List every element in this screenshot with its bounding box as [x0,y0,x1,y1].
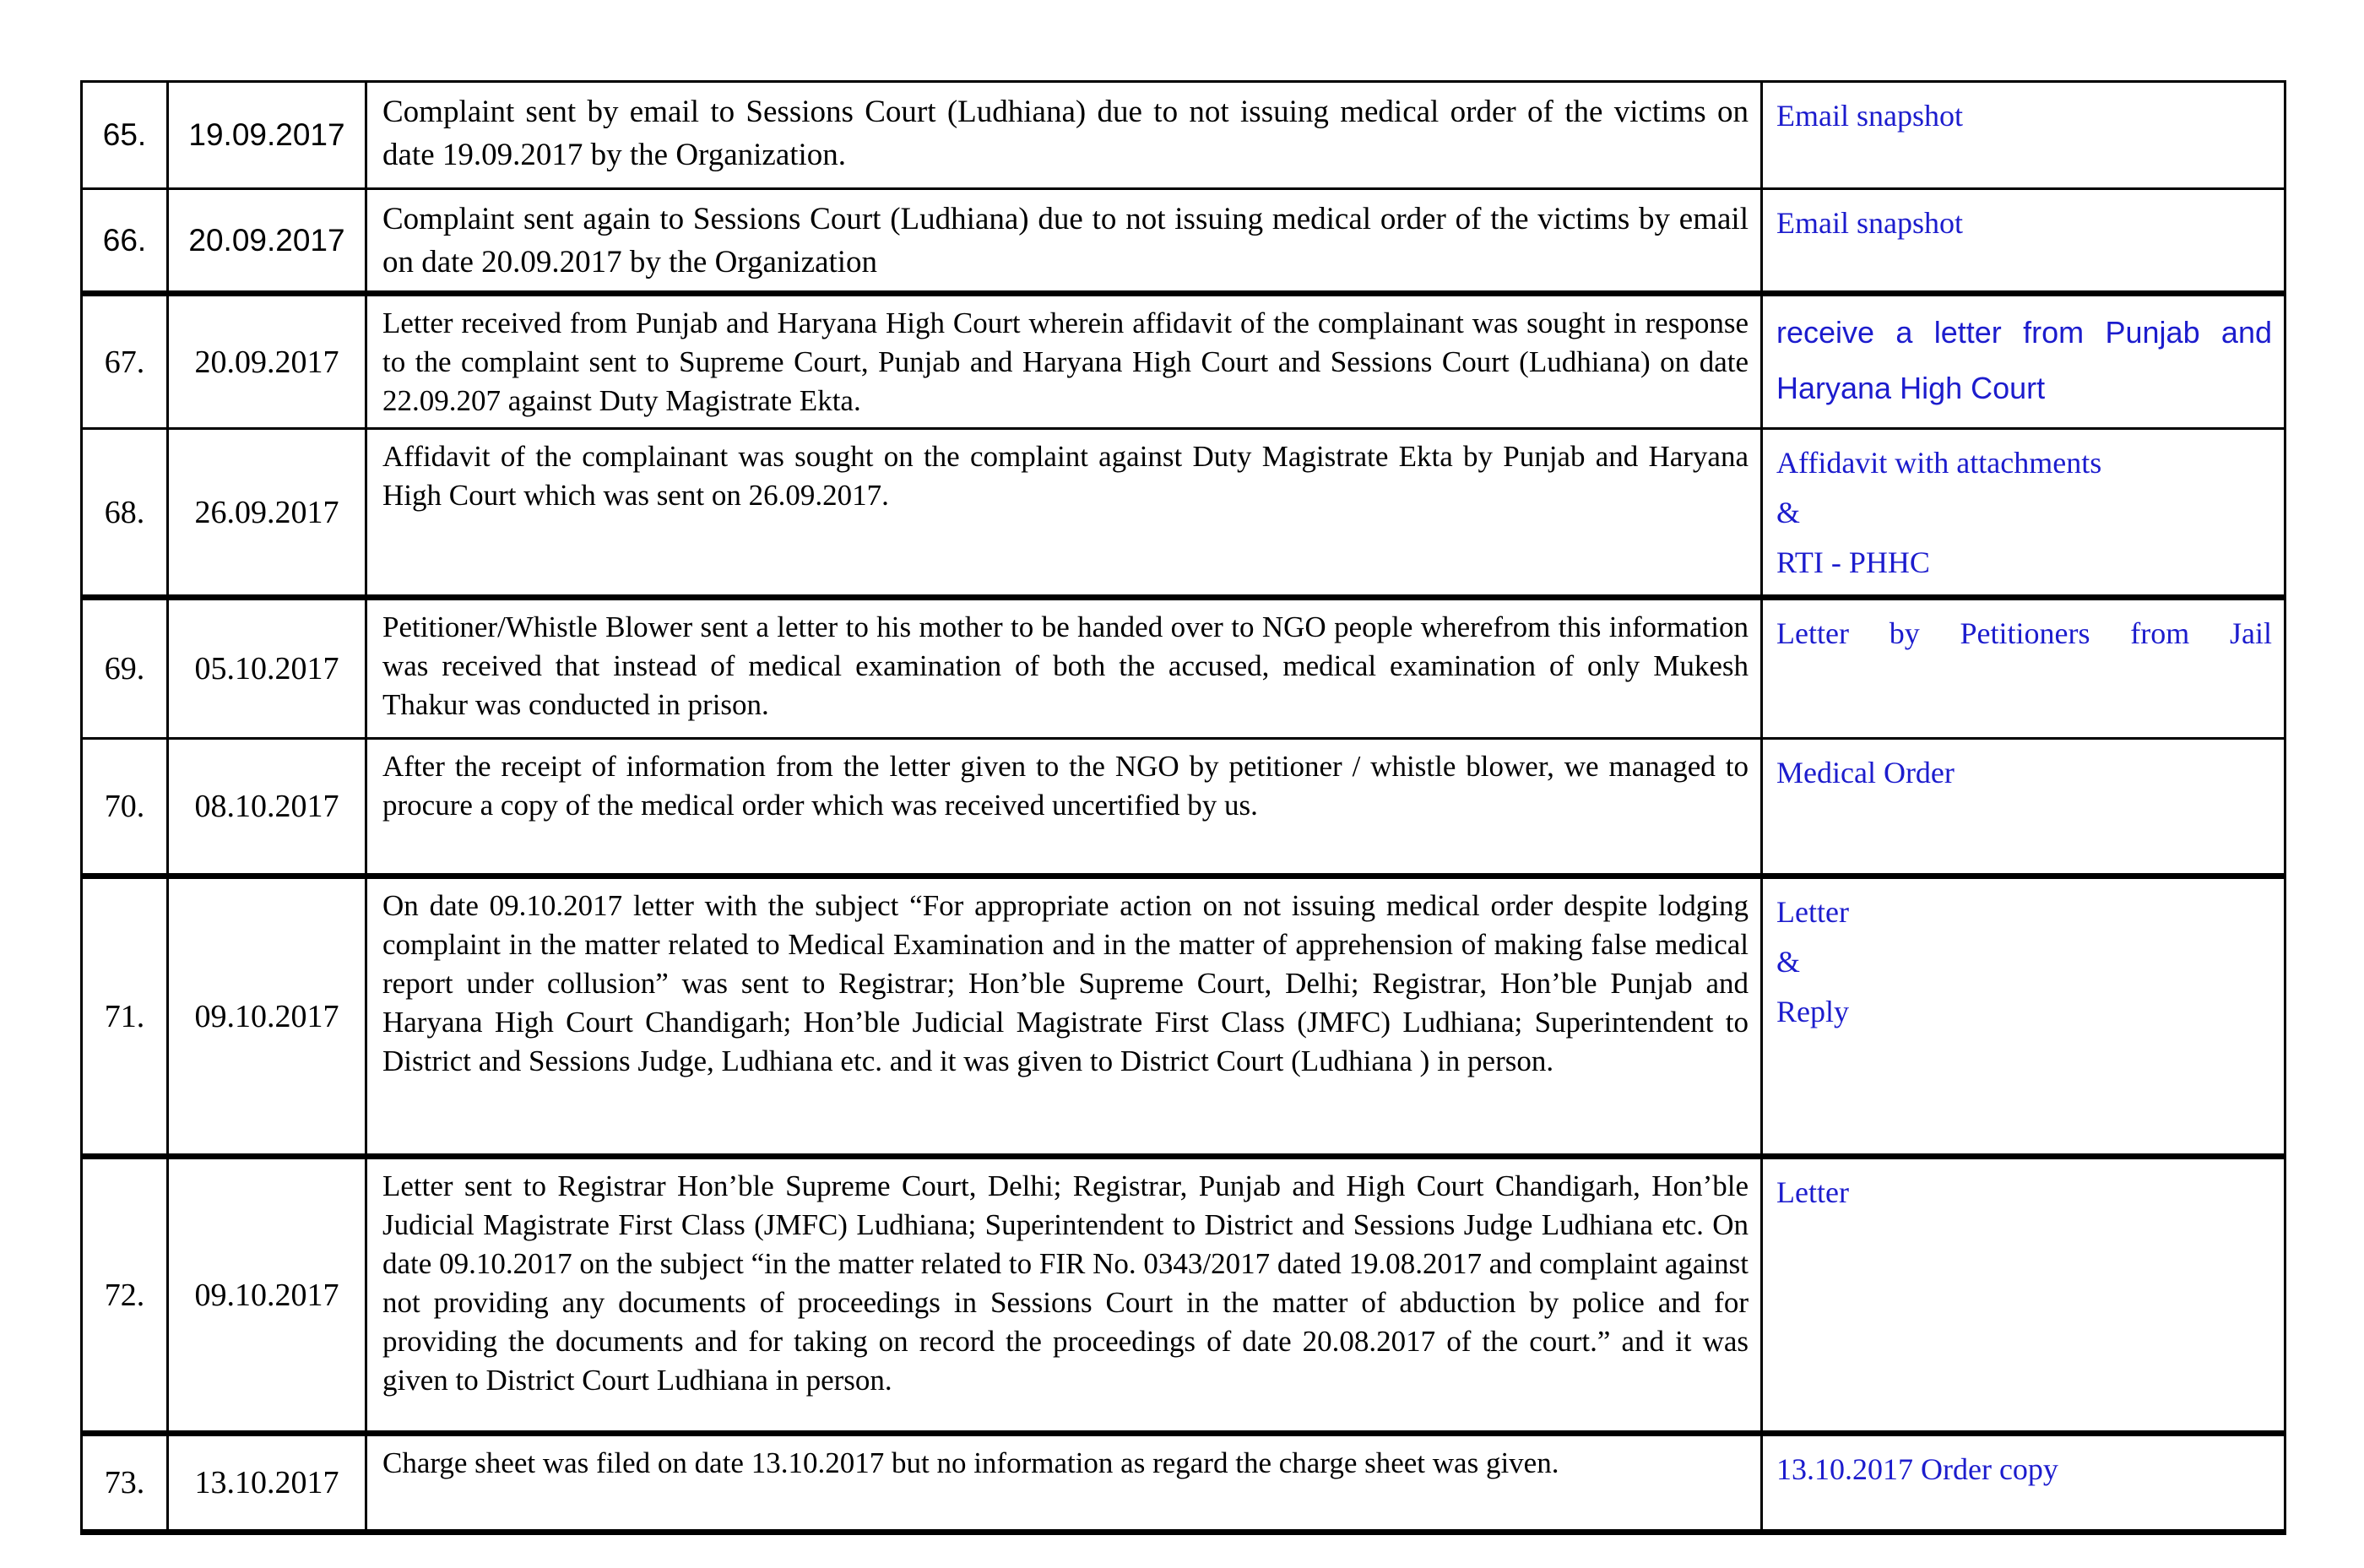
entry-description: Letter received from Punjab and Haryana High Court wherein affidavit of the complainant was sought in response to the complaint sent to Supreme Court, Punjab and Haryana High Court and Sessions Court (Ludhiana) on date 22.09.207 against Duty Magistrate Ekta. [366,294,1762,429]
attachment-link[interactable]: Affidavit with attachments [1776,446,2102,480]
attachment-link[interactable]: RTI - PHHC [1776,545,1930,579]
entry-date: 09.10.2017 [168,1157,366,1434]
entry-date: 05.10.2017 [168,598,366,739]
serial-number: 72. [82,1157,168,1434]
entry-date: 08.10.2017 [168,739,366,876]
attachment-links-cell [1762,294,2285,429]
attachment-links-cell [1762,739,2285,876]
entry-date: 20.09.2017 [168,189,366,294]
entry-description: Letter sent to Registrar Hon’ble Supreme Court, Delhi; Registrar, Punjab and High Court Chandigarh, Hon’ble Judicial Magistrate First Class (JMFC) Ludhiana; Superintendent to District and Sessions Judge Ludhiana etc. On date 09.10.2017 on the subject “in the matter related to FIR No. 0343/2017 dated 19.08.2017 and complaint against not providing any documents of proceedings in Sessions Court in the matter of abduction by police and for providing the documents and for taking on record the proceedings of date 20.08.2017 of the court.” and it was given to District Court Ludhiana in person. [366,1157,1762,1434]
serial-number: 69. [82,598,168,739]
entry-date: 19.09.2017 [168,82,366,189]
entry-description: On date 09.10.2017 letter with the subject “For appropriate action on not issuing medical order despite lodging complaint in the matter related to Medical Examination and in the matter of apprehension of making false medical report under collusion” was sent to Registrar; Hon’ble Supreme Court, Delhi; Registrar, Hon’ble Punjab and Haryana High Court Chandigarh; Hon’ble Judicial Magistrate First Class (JMFC) Ludhiana; Superintendent to District and Sessions Judge, Ludhiana etc. and it was given to District Court (Ludhiana ) in person. [366,876,1762,1157]
attachment-link[interactable]: 13.10.2017 Order copy [1776,1452,2058,1486]
entry-description: Complaint sent again to Sessions Court (Ludhiana) due to not issuing medical order of the victims by email on date 20.09.2017 by the Organization [366,189,1762,294]
entry-description: Complaint sent by email to Sessions Court (Ludhiana) due to not issuing medical order of the victims on date 19.09.2017 by the Organization. [366,82,1762,189]
entry-description: Affidavit of the complainant was sought on the complaint against Duty Magistrate Ekta by Punjab and Haryana High Court which was sent on 26.09.2017. [366,429,1762,598]
entry-date: 20.09.2017 [168,294,366,429]
serial-number: 73. [82,1434,168,1533]
table-row [82,876,2285,1157]
attachment-link[interactable]: & [1776,496,1801,529]
table-row [82,1157,2285,1434]
attachment-link[interactable]: & [1776,945,1801,979]
attachment-link[interactable]: Reply [1776,995,1849,1028]
attachment-links-cell [1762,429,2285,598]
attachment-link[interactable]: Letter [1776,1175,1849,1209]
serial-number: 71. [82,876,168,1157]
entry-description: Petitioner/Whistle Blower sent a letter to his mother to be handed over to NGO people wherefrom this information was received that instead of medical examination of both the accused, medical examination of only Mukesh Thakur was conducted in prison. [366,598,1762,739]
serial-number: 67. [82,294,168,429]
table-row [82,739,2285,876]
serial-number: 70. [82,739,168,876]
serial-number: 66. [82,189,168,294]
attachment-link[interactable]: Email snapshot [1776,206,1963,240]
table-row [82,189,2285,294]
serial-number: 68. [82,429,168,598]
table-row [82,429,2285,598]
attachment-links-cell [1762,1434,2285,1533]
table-row [82,598,2285,739]
case-timeline-rows [82,82,2285,1533]
case-timeline-table [80,80,2286,1535]
attachment-links-cell [1762,876,2285,1157]
entry-date: 13.10.2017 [168,1434,366,1533]
entry-description: Charge sheet was filed on date 13.10.2017 but no information as regard the charge sheet was given. [366,1434,1762,1533]
entry-description: After the receipt of information from the letter given to the NGO by petitioner / whistle blower, we managed to procure a copy of the medical order which was received uncertified by us. [366,739,1762,876]
attachment-link[interactable]: Letter by Petitioners from Jail [1776,616,2272,650]
attachment-link[interactable]: Email snapshot [1776,99,1963,133]
attachment-link[interactable]: Letter [1776,895,1849,929]
attachment-links-cell [1762,1157,2285,1434]
entry-date: 09.10.2017 [168,876,366,1157]
attachment-links-cell [1762,82,2285,189]
serial-number: 65. [82,82,168,189]
attachment-links-cell [1762,189,2285,294]
attachment-link[interactable]: receive a letter from Punjab and Haryana High Court [1776,315,2272,405]
table-row [82,1434,2285,1533]
attachment-link[interactable]: Medical Order [1776,756,1955,789]
entry-date: 26.09.2017 [168,429,366,598]
table-row [82,294,2285,429]
table-row [82,82,2285,189]
attachment-links-cell [1762,598,2285,739]
